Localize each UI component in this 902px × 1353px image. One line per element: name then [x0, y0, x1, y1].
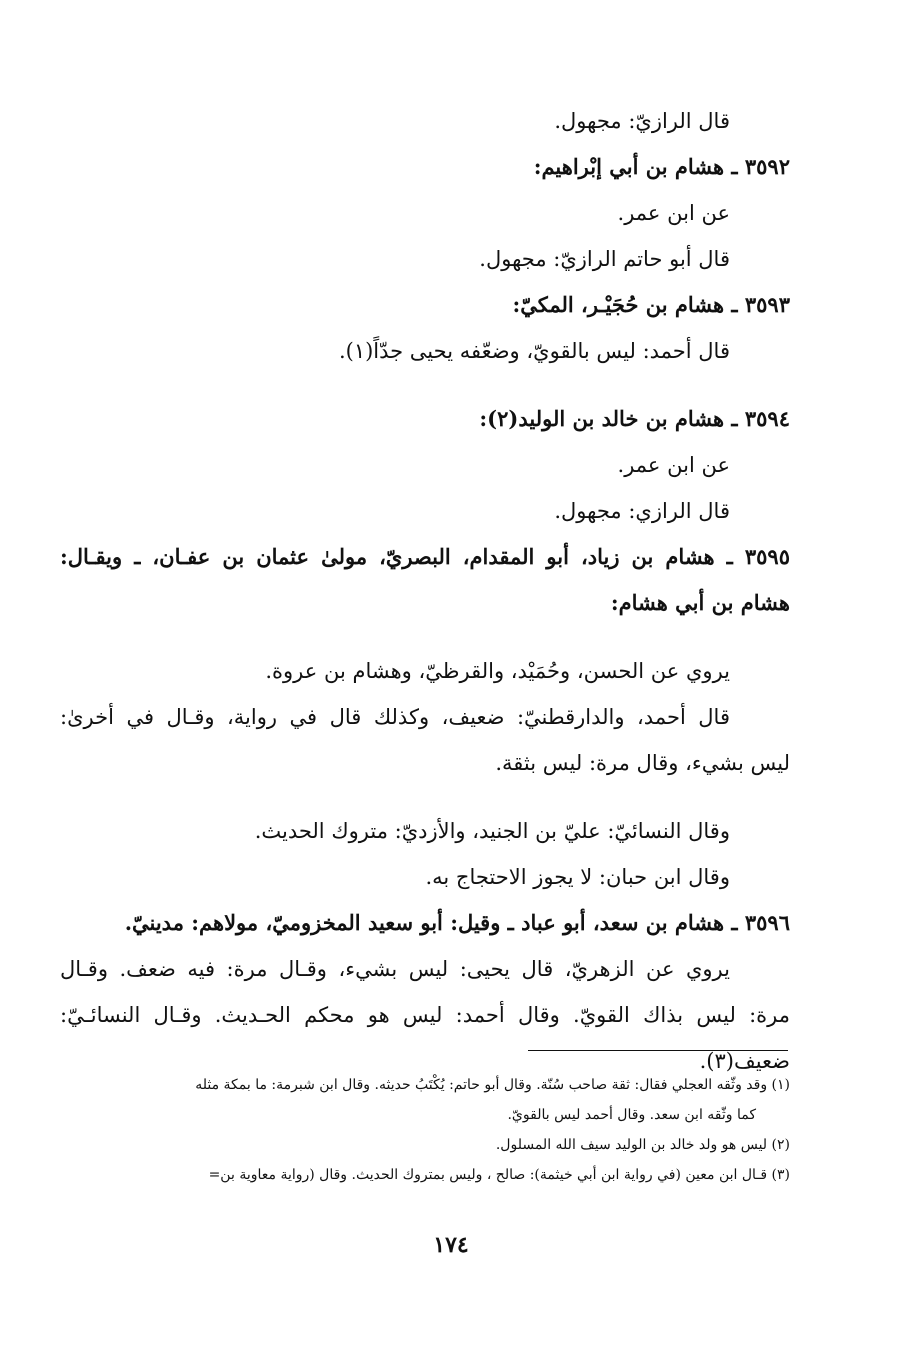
footnote-1: (١) وقد وثّقه العجلي فقال: ثقة صاحب سُنّة. وقال أبو حاتم: يُكْتَبُ حديثه. وقال ابن شبرمة: ما بمكة مثله	[195, 1077, 790, 1093]
text-line: وقال ابن حبان: لا يجوز الاحتجاج به.	[425, 865, 730, 889]
text-line: وقال النسائيّ: عليّ بن الجنيد، والأزديّ: متروك الحديث.	[254, 819, 730, 843]
footnote-2: (٢) ليس هو ولد خالد بن الوليد سيف الله المسلول.	[495, 1137, 790, 1153]
entry-heading-3595: ٣٥٩٥ ـ هشام بن زياد، أبو المقدام، البصريّ، مولىٰ عثمان بن عفـان، ـ ويقـال:	[60, 544, 790, 569]
text-line: يروي عن الحسن، وحُمَيْد، والقرظيّ، وهشام بن عروة.	[265, 659, 730, 683]
text-line: قال الرازيّ: مجهول.	[554, 109, 730, 133]
text-line: قال أحمد، والدارقطنيّ: ضعيف، وكذلك قال في رواية، وقـال في أخرىٰ:	[60, 705, 730, 729]
spacer	[60, 626, 790, 648]
footnote-separator	[528, 1050, 788, 1051]
text-line: قال الرازي: مجهول.	[554, 499, 730, 523]
text-line: يروي عن الزهريّ، قال يحيى: ليس بشيء، وقـال مرة: فيه ضعف. وقـال	[60, 957, 730, 981]
spacer	[60, 374, 790, 396]
text-line: مرة: ليس بذاك القويّ. وقال أحمد: ليس هو محكم الحـديث. وقـال النسائـيّ:	[60, 1003, 790, 1027]
text-line: عن ابن عمر.	[617, 453, 730, 477]
text-line: قال أحمد: ليس بالقويّ، وضعّفه يحيى جدّاً(١).	[338, 339, 730, 363]
text-line: عن ابن عمر.	[617, 201, 730, 225]
footnote-3: (٣) قـال ابن معين (في رواية ابن أبي خيثمة): صالح ، وليس بمتروك الحديث. وقال (رواية معاوية بن=	[208, 1167, 790, 1183]
footnote-1-cont: كما وثّقه ابن سعد. وقال أحمد ليس بالقويّ.	[507, 1107, 756, 1123]
text-line: ليس بشيء، وقال مرة: ليس بثقة.	[495, 751, 790, 775]
entry-heading-3594: ٣٥٩٤ ـ هشام بن خالد بن الوليد(٢):	[479, 406, 790, 431]
entry-heading-3595-cont: هشام بن أبي هشام:	[610, 590, 790, 615]
spacer	[60, 786, 790, 808]
footnotes	[60, 1070, 790, 1190]
text-line: ضعيف(٣).	[699, 1049, 790, 1073]
page-body	[60, 98, 790, 1084]
entry-heading-3592: ٣٥٩٢ ـ هشام بن أبي إبْراهيم:	[533, 154, 790, 179]
entry-heading-3596: ٣٥٩٦ ـ هشام بن سعد، أبو عباد ـ وقيل: أبو سعيد المخزوميّ، مولاهم: مدينيّ.	[124, 910, 790, 935]
page-number: ١٧٤	[433, 1232, 469, 1258]
entry-heading-3593: ٣٥٩٣ ـ هشام بن حُجَيْـر، المكيّ:	[512, 292, 790, 317]
text-line: قال أبو حاتم الرازيّ: مجهول.	[479, 247, 730, 271]
